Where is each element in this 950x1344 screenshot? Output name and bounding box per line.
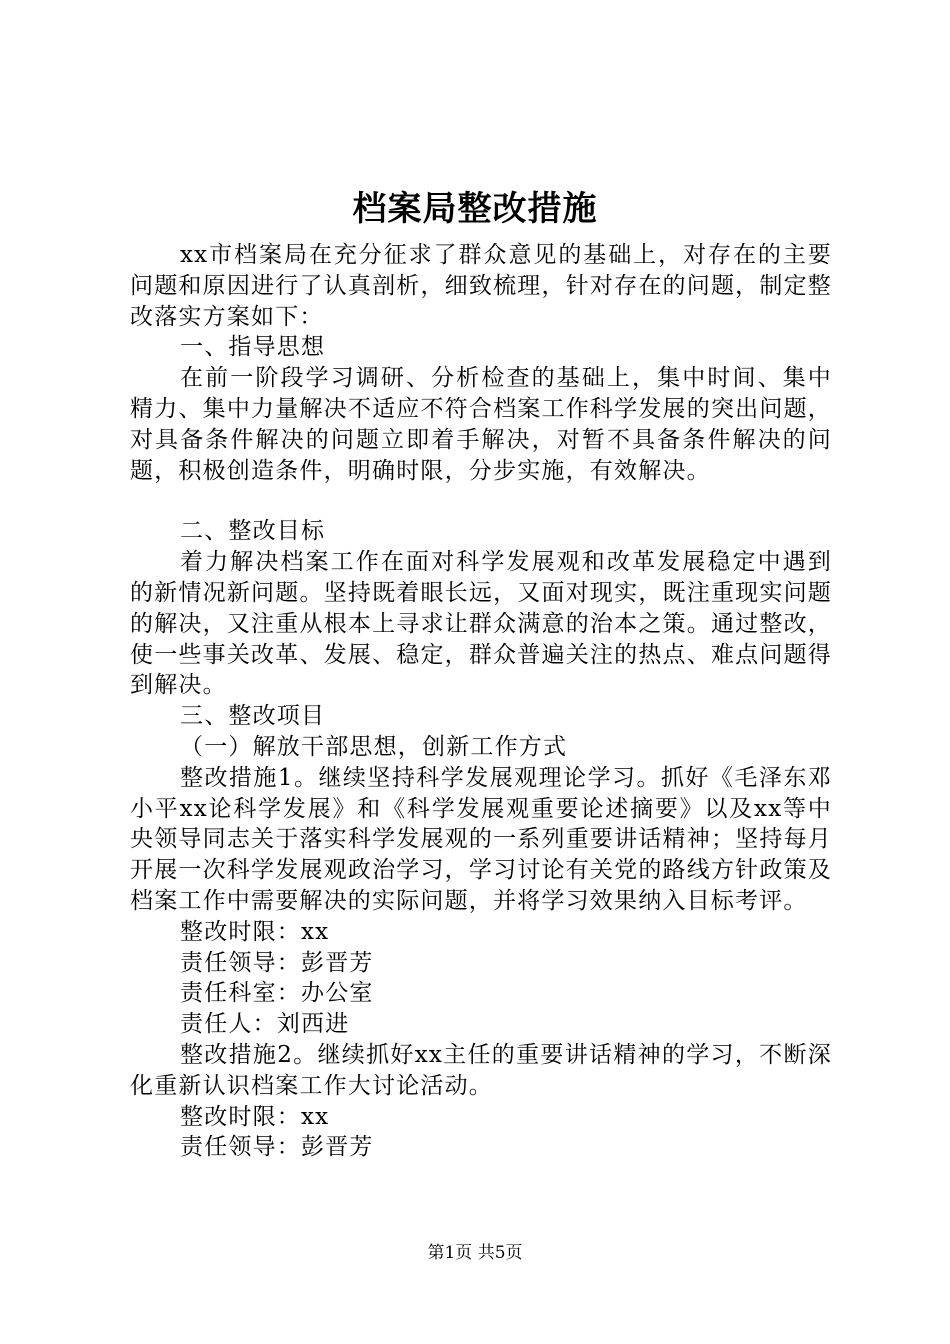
- measure-1-leader: 责任领导：彭晋芳: [180, 949, 374, 976]
- goals-paragraph: 着力解决档案工作在面对科学发展观和改革发展稳定中遇到的新情况新问题。坚持既着眼长远，又面对现实，既注重现实问题的解决，又注重从根本上寻求让群众满意的治本之策。通过整改，使一些事关改革、发展、稳定，群众普遍关注的热点、难点问题得到解决。: [130, 549, 832, 699]
- measure-1-deadline: 整改时限：xx: [180, 918, 330, 945]
- subsection-heading-1: （一）解放干部思想，创新工作方式: [180, 733, 568, 760]
- section-heading-guiding-thought: 一、指导思想: [180, 334, 326, 361]
- measure-2-leader: 责任领导：彭晋芳: [180, 1134, 374, 1161]
- blank-line: [130, 486, 832, 516]
- document-title: 档案局整改措施: [352, 189, 598, 229]
- page-footer: 第1页 共5页: [427, 1243, 523, 1263]
- measure-2-paragraph: 整改措施2。继续抓好xx主任的重要讲话精神的学习，不断深化重新认识档案工作大讨论活动。: [130, 1041, 832, 1099]
- guiding-thought-paragraph: 在前一阶段学习调研、分析检查的基础上，集中时间、集中精力、集中力量解决不适应不符合档案工作科学发展的突出问题，对具备条件解决的问题立即着手解决，对暂不具备条件解决的问题，积极创造条件，明确时限，分步实施，有效解决。: [130, 365, 832, 484]
- measure-1-person: 责任人：刘西进: [180, 1011, 350, 1038]
- measure-1-office: 责任科室：办公室: [180, 980, 374, 1007]
- document-body: [130, 240, 832, 1163]
- section-heading-items: 三、整改项目: [180, 703, 326, 730]
- intro-paragraph: xx市档案局在充分征求了群众意见的基础上，对存在的主要问题和原因进行了认真剖析，细致梳理，针对存在的问题，制定整改落实方案如下：: [130, 242, 832, 330]
- measure-2-deadline: 整改时限：xx: [180, 1103, 330, 1130]
- measure-1-paragraph: 整改措施1。继续坚持科学发展观理论学习。抓好《毛泽东邓小平xx论科学发展》和《科学发展观重要论述摘要》以及xx等中央领导同志关于落实科学发展观的一系列重要讲话精神；坚持每月开展一次科学发展观政治学习，学习讨论有关党的路线方针政策及档案工作中需要解决的实际问题，并将学习效果纳入目标考评。: [130, 764, 832, 914]
- section-heading-goals: 二、整改目标: [180, 518, 326, 545]
